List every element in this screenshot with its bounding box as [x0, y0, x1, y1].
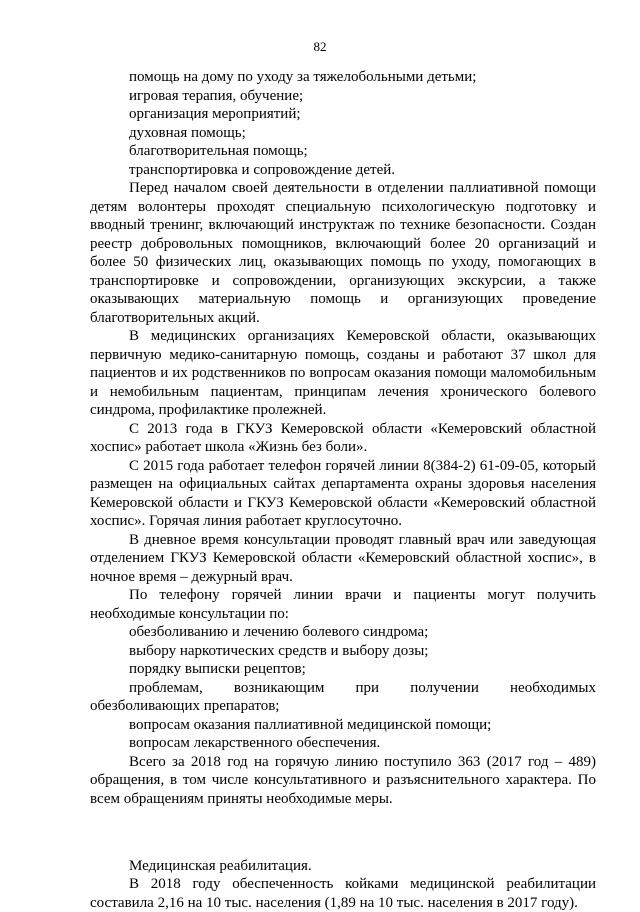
paragraph: В медицинских организациях Кемеровской области, оказывающих первичную медико-санитарную помощь, созданы и работают 37 школ для пациентов и их родственников по вопросам оказания помощи маломобильным и немобильным пациентам, принципам лечения хронического болевого синдрома, профилактике пролежней. [90, 328, 596, 418]
text-line: обезболиванию и лечению болевого синдрома; [129, 624, 429, 640]
text-line: помощь на дому по уходу за тяжелобольными детьми; [129, 69, 477, 85]
text-line: Медицинская реабилитация. [129, 857, 312, 874]
text-line: вопросам лекарственного обеспечения. [129, 735, 381, 751]
paragraph: С 2013 года в ГКУЗ Кемеровской области «Кемеровский областной хоспис» работает школа «Жизнь без боли». [90, 420, 596, 455]
text-line: порядку выписки рецептов; [129, 661, 306, 677]
document-body [90, 68, 596, 912]
text-line: организация мероприятий; [129, 106, 301, 122]
text-line: благотворительная помощь; [129, 143, 308, 159]
paragraph: В 2018 году обеспеченность койками медицинской реабилитации составила 2,16 на 10 тыс. населения (1,89 на 10 тыс. населения в 2017 году). [90, 876, 596, 911]
text-line: выбору наркотических средств и выбору дозы; [129, 642, 429, 659]
blank-line [90, 823, 596, 842]
paragraph: В дневное время консультации проводят главный врач или заведующая отделением ГКУЗ Кемеровской области «Кемеровский областной хоспис», в ночное время – дежурный врач. [90, 531, 596, 585]
text-line: духовная помощь; [129, 124, 246, 141]
paragraph: С 2015 года работает телефон горячей линии 8(384-2) 61-09-05, который размещен на официальных сайтах департамента охраны здоровья населения Кемеровской области и ГКУЗ Кемеровской области «Кемеровский областной хоспис». Горячая линия работает круглосуточно. [90, 457, 596, 529]
paragraph: Перед началом своей деятельности в отделении паллиативной помощи детям волонтеры проходят специальную психологическую подготовку и вводный тренинг, включающий инструктаж по технике безопасности. Создан реестр добровольных помощников, включающий более 20 организаций и более 50 физических лиц, оказывающих помощь по уходу, помогающих в транспортировке и сопровождении, организующих экскурсии, а также оказывающих материальную помощь и организующих проведение благотворительных акций. [90, 180, 596, 326]
paragraph: По телефону горячей линии врачи и пациенты могут получить необходимые консультации по: [90, 587, 596, 622]
paragraph: проблемам, возникающим при получении необходимых обезболивающих препаратов; [90, 679, 596, 714]
page-number: 82 [313, 39, 327, 54]
text-line: игровая терапия, обучение; [129, 87, 304, 104]
text-line: транспортировка и сопровождение детей. [129, 161, 396, 178]
text-line: вопросам оказания паллиативной медицинской помощи; [129, 716, 492, 733]
paragraph: Всего за 2018 год на горячую линию поступило 363 (2017 год – 489) обращения, в том числе консультативного и разъяснительного характера. По всем обращениям приняты необходимые меры. [90, 753, 596, 807]
